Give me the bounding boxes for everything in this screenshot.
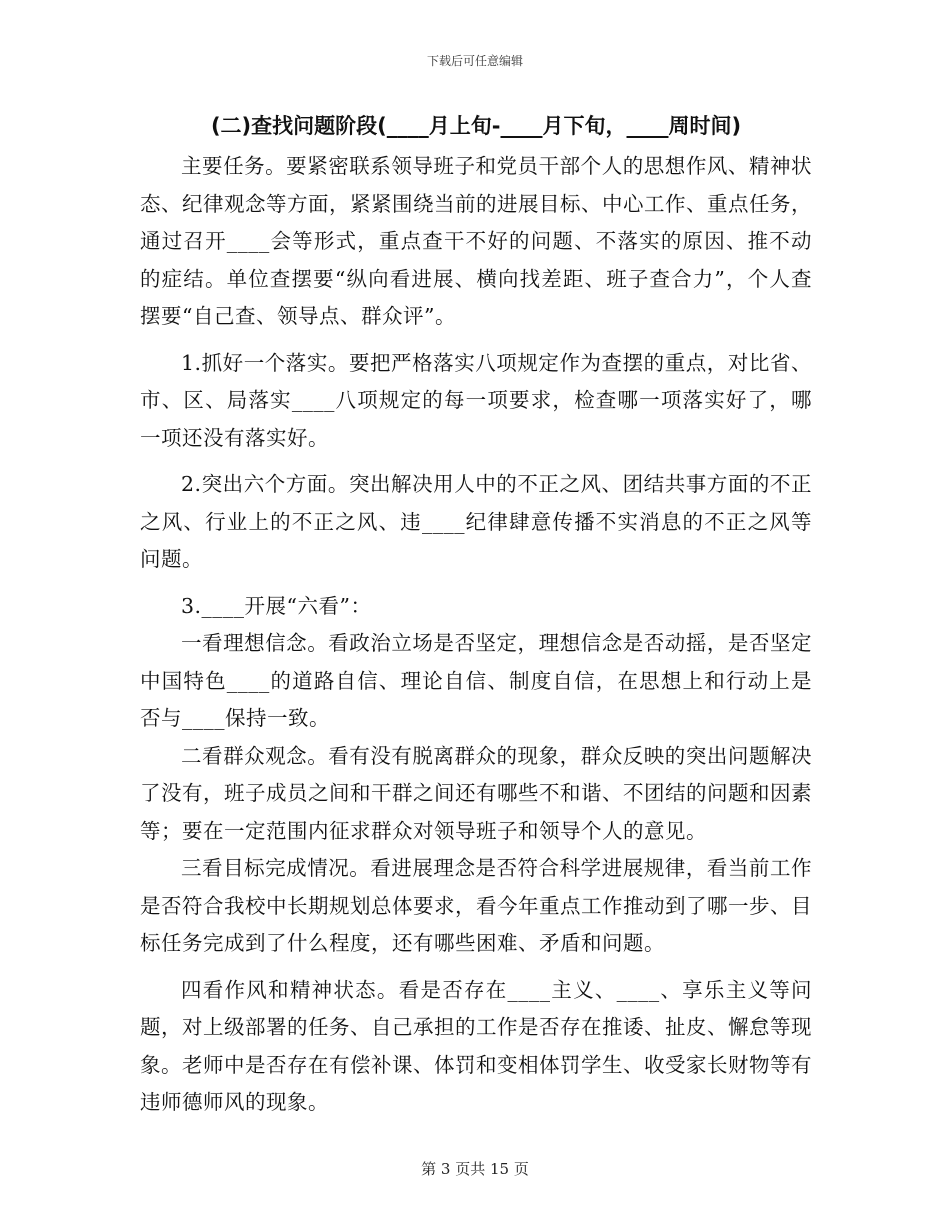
- paragraph-look-3: 三看目标完成情况。看进展理念是否符合科学进展规律，看当前工作是否符合我校中长期规划总体要求，看今年重点工作推动到了哪一步、目标任务完成到了什么程度，还有哪些困难、矛盾和问题。: [140, 856, 812, 955]
- paragraph-item-3: 3.____开展“六看”：: [181, 593, 372, 618]
- section-title: (二)查找问题阶段(____月上旬-____月下旬，____周时间): [210, 114, 742, 138]
- paragraph-item-1: 1.抓好一个落实。要把严格落实八项规定作为查摆的重点，对比省、市、区、局落实____八项规定的每一项要求，检查哪一项落实好了，哪一项还没有落实好。: [140, 350, 812, 450]
- paragraph-look-4: 四看作风和精神状态。看是否存在____主义、____、享乐主义等问题，对上级部署的任务、自己承担的工作是否存在推诿、扯皮、懈怠等现象。老师中是否存在有偿补课、体罚和变相体罚学生、收受家长财物等有违师德师风的现象。: [140, 977, 812, 1114]
- page-number-footer: 第 3 页共 15 页: [421, 1160, 529, 1178]
- paragraph-item-2: 2.突出六个方面。突出解决用人中的不正之风、团结共事方面的不正之风、行业上的不正之风、违____纪律肆意传播不实消息的不正之风等问题。: [140, 472, 812, 571]
- paragraph-look-2: 二看群众观念。看有没有脱离群众的现象，群众反映的突出问题解决了没有，班子成员之间和干群之间还有哪些不和谐、不团结的问题和因素等；要在一定范围内征求群众对领导班子和领导个人的意见。: [140, 743, 812, 843]
- paragraph-look-1: 一看理想信念。看政治立场是否坚定，理想信念是否动摇，是否坚定中国特色____的道路自信、理论自信、制度自信，在思想上和行动上是否与____保持一致。: [140, 631, 812, 730]
- paragraph-main-task: 主要任务。要紧密联系领导班子和党员干部个人的思想作风、精神状态、纪律观念等方面，紧紧围绕当前的进展目标、中心工作、重点任务，通过召开____会等形式，重点查干不好的问题、不落实的原因、推不动的症结。单位查摆要“纵向看进展、横向找差距、班子查合力”，个人查摆要“自己查、领导点、群众评”。: [140, 154, 812, 328]
- document-body: [140, 108, 812, 1122]
- header-note: 下载后可任意编辑: [426, 54, 523, 68]
